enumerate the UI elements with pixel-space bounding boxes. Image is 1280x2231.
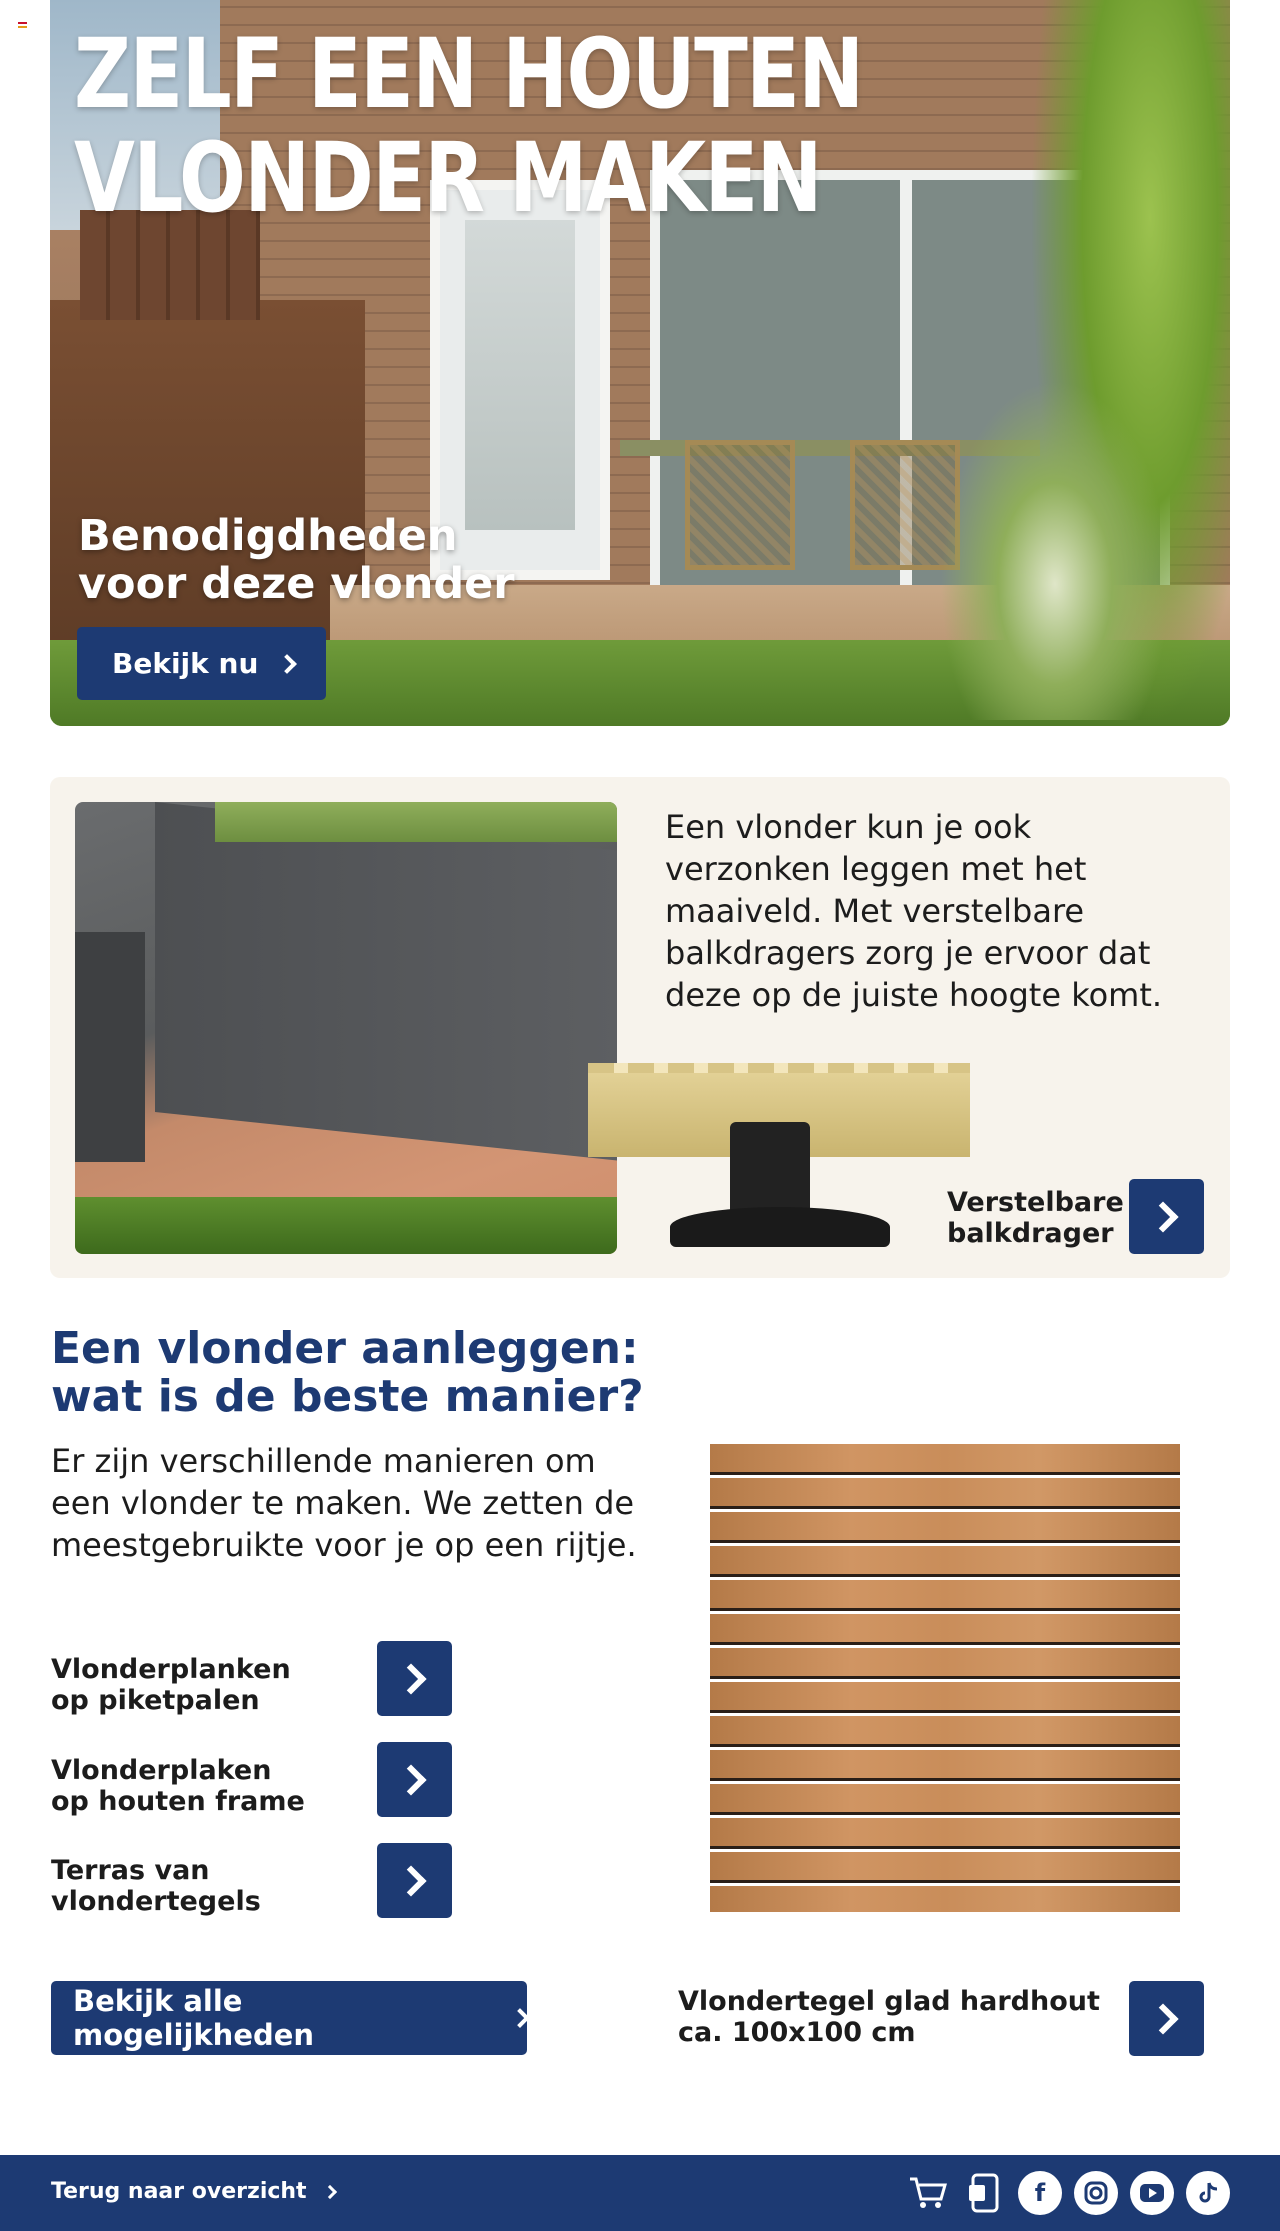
facebook-icon[interactable]: f: [1018, 2171, 1062, 2215]
chevron-right-icon: [395, 1663, 426, 1694]
hero-title-line: VLONDER MAKEN: [74, 122, 821, 234]
section-title-line: wat is de beste manier?: [51, 1371, 644, 1422]
option-label: [51, 1755, 305, 1817]
option-label-line: op houten frame: [51, 1786, 305, 1817]
chevron-right-icon: [277, 654, 297, 674]
option-label: [51, 1855, 261, 1917]
tile-label-line: ca. 100x100 cm: [678, 2017, 916, 2048]
chevron-right-icon: [1147, 2003, 1178, 2034]
section-title-line: Een vlonder aanleggen:: [51, 1323, 639, 1374]
option-label: [51, 1654, 291, 1716]
chevron-right-icon: [395, 1865, 426, 1896]
hero-title-line: ZELF EEN HOUTEN: [74, 18, 863, 130]
footer-icons: [906, 2171, 1230, 2215]
verstelbare-balkdrager-button[interactable]: [1129, 1179, 1204, 1254]
vlondertegel-product-image: [710, 1444, 1180, 1912]
info-text: Een vlonder kun je ook verzonken leggen met het maaiveld. Met verstelbare balkdragers zorg je ervoor dat deze op de juiste hoogte komt.: [665, 808, 1163, 1014]
option-label-line: op piketpalen: [51, 1685, 260, 1716]
bekijk-nu-button[interactable]: [77, 627, 326, 700]
chevron-right-icon: [510, 2008, 530, 2028]
tiktok-icon[interactable]: [1186, 2171, 1230, 2215]
language-flag-icon: [18, 22, 27, 28]
section-title: [51, 1325, 644, 1421]
bekijk-alle-mogelijkheden-button[interactable]: [51, 1981, 527, 2055]
product-label-line: balkdrager: [947, 1218, 1114, 1249]
back-label: Terug naar overzicht: [51, 2179, 307, 2204]
back-to-overview-link[interactable]: [51, 2179, 335, 2204]
option-label-line: Vlonderplaken: [51, 1755, 272, 1786]
chevron-right-icon: [323, 2184, 337, 2198]
tile-product-label: [678, 1986, 1100, 2048]
info-card: [50, 777, 1230, 1278]
bekijk-nu-label: Bekijk nu: [112, 647, 259, 680]
option-piketpalen-button[interactable]: [377, 1641, 452, 1716]
section-body: Er zijn verschillende manieren om een vlonder te maken. We zetten de meestgebruikte voor je op een rijtje.: [51, 1442, 637, 1564]
all-button-label: Bekijk alle mogelijkheden: [73, 1984, 315, 2052]
product-label: [947, 1187, 1124, 1249]
support-base-image: [670, 1207, 890, 1247]
option-label-line: vlondertegels: [51, 1886, 261, 1917]
tile-label-line: Vlondertegel glad hardhout: [678, 1986, 1100, 2017]
product-label-line: Verstelbare: [947, 1187, 1124, 1218]
youtube-icon[interactable]: [1130, 2171, 1174, 2215]
hero-flowers: [940, 380, 1170, 720]
hero-subtitle-line: Benodigdheden: [78, 511, 458, 561]
vlondertegel-button[interactable]: [1129, 1981, 1204, 2056]
option-label-line: Terras van: [51, 1855, 210, 1886]
cart-icon[interactable]: [906, 2171, 950, 2215]
app-icon[interactable]: [962, 2171, 1006, 2215]
hero-subtitle-line: voor deze vlonder: [78, 559, 515, 609]
option-vlondertegels-button[interactable]: [377, 1843, 452, 1918]
option-houten-frame-button[interactable]: [377, 1742, 452, 1817]
chevron-right-icon: [395, 1764, 426, 1795]
hero-title: [74, 18, 863, 234]
footer-bar: [0, 2155, 1280, 2231]
chevron-right-icon: [1147, 1201, 1178, 1232]
hero-subtitle: [78, 512, 514, 608]
instagram-icon[interactable]: [1074, 2171, 1118, 2215]
hero-chair: [685, 440, 795, 570]
sunken-deck-photo: [75, 802, 617, 1254]
option-label-line: Vlonderplanken: [51, 1654, 291, 1685]
